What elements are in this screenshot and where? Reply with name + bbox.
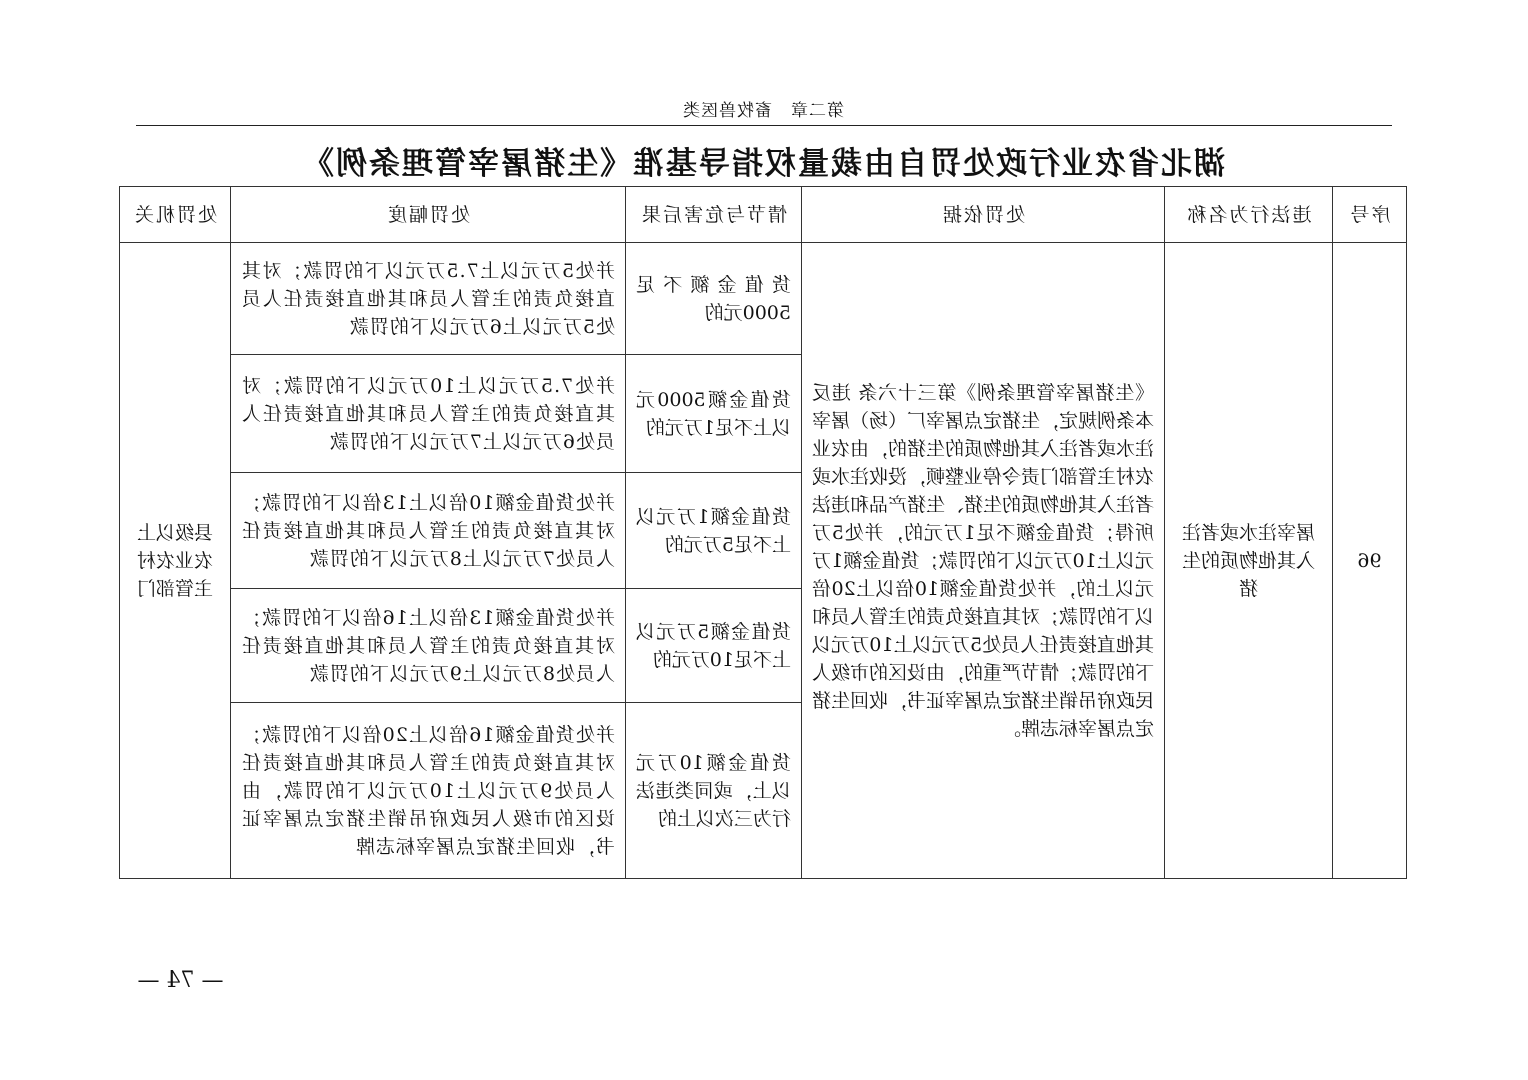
col-header-authority: 处罚机关: [120, 187, 231, 243]
col-header-basis: 处罚依据: [802, 187, 1165, 243]
tier-4-penalty: 并处货值金额13倍以上16倍以下的罚款；对其直接负责的主管人员和其他直接责任人员处8万元以上9万元以下的罚款: [231, 589, 626, 703]
col-header-penalty: 处罚幅度: [231, 187, 626, 243]
tier-1-circumstance: 货值金额不足5000元的: [626, 243, 802, 355]
running-header: 第二章 畜牧兽医类: [682, 101, 844, 121]
tier-3-circumstance: 货值金额1万元以上不足5万元的: [626, 473, 802, 589]
entry-legal-basis: 《生猪屠宰管理条例》第三十六条 违反本条例规定，生猪定点屠宰厂（场）屠宰注水或者注入其他物质的生猪的，由农业农村主管部门责令停业整顿，没收注水或者注入其他物质的生猪、生猪产品和违法所得；货值金额不足1万元的，并处5万元以上10万元以下的罚款；货值金额1万元以上的，并处货值金额10倍以上20倍以下的罚款；对其直接负责的主管人员和其他直接责任人员处5万元以上10万元以下的罚款；情节严重的，由设区的市级人民政府吊销生猪定点屠宰证书，收回生猪定点屠宰标志牌。: [802, 243, 1165, 879]
tier-3-penalty: 并处货值金额10倍以上13倍以下的罚款；对其直接负责的主管人员和其他直接责任人员处7万元以上8万元以下的罚款: [231, 473, 626, 589]
discretion-standard-table: [119, 186, 1407, 879]
entry-index: 96: [1333, 243, 1407, 879]
tier-5-circumstance: 货值金额10万元以上，或同类违法行为三次以上的: [626, 703, 802, 879]
tier-2-penalty: 并处7.5万元以上10万元以下的罚款；对其直接负责的主管人员和其他直接责任人员处6万元以上7万元以下的罚款: [231, 355, 626, 473]
tier-2-circumstance: 货值金额5000元以上不足1万元的: [626, 355, 802, 473]
table-header-row: [120, 187, 1407, 243]
page-number: — 74 —: [137, 968, 224, 993]
document-title: 湖北省农业行政处罚自由裁量权指导基准《生猪屠宰管理条例》: [301, 146, 1225, 182]
entry-authority: 县级以上农业农村主管部门: [120, 243, 231, 879]
tier-4-circumstance: 货值金额5万元以上不足10万元的: [626, 589, 802, 703]
table-row: [120, 243, 1407, 355]
tier-1-penalty: 并处5万元以上7.5万元以下的罚款；对其直接负责的主管人员和其他直接责任人员处5万元以上6万元以下的罚款: [231, 243, 626, 355]
header-divider: [136, 125, 1392, 126]
col-header-circumstance: 情节与危害后果: [626, 187, 802, 243]
entry-violation: 屠宰注水或者注入其他物质的生猪: [1165, 243, 1333, 879]
col-header-violation: 违法行为名称: [1165, 187, 1333, 243]
col-header-index: 序号: [1333, 187, 1407, 243]
tier-5-penalty: 并处货值金额16倍以上20倍以下的罚款；对其直接负责的主管人员和其他直接责任人员处9万元以上10万元以下的罚款，由设区的市级人民政府吊销生猪定点屠宰证书，收回生猪定点屠宰标志牌: [231, 703, 626, 879]
